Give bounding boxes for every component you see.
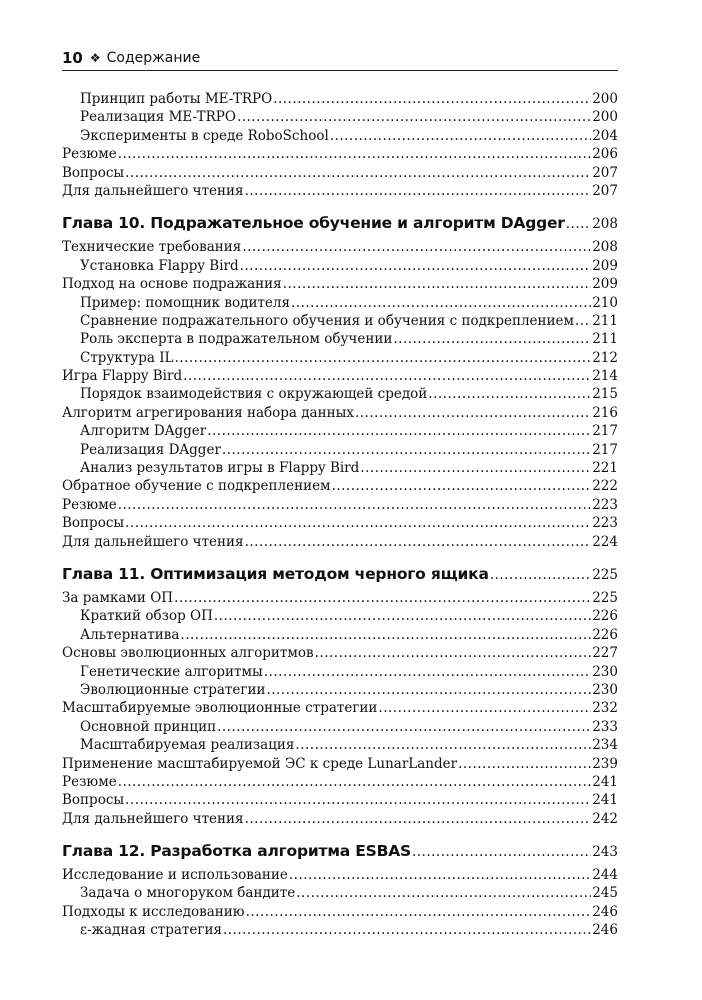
chapter-page: 225 — [592, 566, 618, 583]
toc-entry[interactable] — [62, 514, 618, 532]
toc-entry-page: 230 — [592, 663, 618, 680]
dot-leader — [240, 257, 592, 275]
toc-entry[interactable] — [62, 644, 618, 662]
toc-entry-title: Реализация DAgger — [80, 441, 221, 458]
toc-entry-title: Вопросы — [62, 515, 125, 532]
dot-leader — [490, 564, 591, 586]
dot-leader — [245, 182, 592, 200]
toc-entry[interactable] — [62, 903, 618, 921]
toc-entry-page: 225 — [592, 589, 618, 606]
dot-leader — [315, 644, 592, 662]
toc-entry-page: 232 — [592, 700, 618, 717]
toc-entry[interactable] — [62, 699, 618, 717]
toc-entry-page: 227 — [592, 645, 618, 662]
dot-leader — [566, 213, 591, 235]
chapter-entries-12 — [62, 866, 618, 940]
toc-entry-page: 214 — [592, 368, 618, 385]
running-title: Содержание — [106, 50, 201, 66]
dot-leader — [412, 841, 591, 863]
dot-leader — [207, 422, 591, 440]
toc-entry-page: 207 — [592, 182, 618, 199]
dot-leader — [360, 459, 591, 477]
toc-entry-page: 226 — [592, 626, 618, 643]
dot-leader — [223, 921, 591, 939]
toc-entry-title: Резюме — [62, 496, 117, 513]
chapter-title: Глава 11. Оптимизация методом черного ящика — [62, 564, 489, 583]
chapter-page: 208 — [592, 216, 618, 233]
page-number: 10 — [62, 49, 83, 67]
toc-entry-title: Основы эволюционных алгоритмов — [62, 645, 314, 662]
toc-entry-page: 234 — [592, 737, 618, 754]
toc-entry-title: Краткий обзор ОП — [80, 608, 213, 625]
dot-leader — [330, 127, 591, 145]
toc-entry-page: 217 — [592, 423, 618, 440]
chapter-title: Глава 12. Разработка алгоритма ESBAS — [62, 842, 411, 861]
dot-leader — [125, 164, 591, 182]
toc-entry[interactable] — [62, 773, 618, 791]
dot-leader — [378, 699, 591, 717]
toc-entry-title: Технические требования — [62, 239, 242, 256]
toc-entry[interactable] — [62, 921, 618, 939]
dot-leader — [245, 533, 592, 551]
toc-entry-title: Масштабируемая реализация — [80, 737, 295, 754]
toc-entry-title: Применение масштабируемой ЭС к среде LunarLander — [62, 755, 458, 772]
toc-entry[interactable] — [62, 718, 618, 736]
toc-entry-page: 222 — [592, 478, 618, 495]
toc-entry-page: 239 — [592, 755, 618, 772]
chapter-heading-12[interactable] — [62, 840, 618, 862]
toc-entry-title: Для дальнейшего чтения — [62, 182, 244, 199]
toc-entry-title: Масштабируемые эволюционные стратегии — [62, 700, 378, 717]
dot-leader — [332, 477, 592, 495]
toc-entry-title: Задача о многоруком бандите — [80, 885, 296, 902]
dot-leader — [295, 736, 591, 754]
toc-entry-title: Резюме — [62, 773, 117, 790]
toc-entry-page: 212 — [592, 349, 618, 366]
toc-entry-page: 217 — [592, 441, 618, 458]
toc-entry-title: Эволюционные стратегии — [80, 681, 266, 698]
dot-leader — [393, 330, 591, 348]
toc-entry[interactable] — [62, 294, 618, 312]
dot-leader — [175, 349, 592, 367]
toc-entry-page: 206 — [592, 146, 618, 163]
dot-leader — [296, 884, 591, 902]
dot-leader — [283, 275, 592, 293]
toc-entry-page: 230 — [592, 681, 618, 698]
toc-entry[interactable] — [62, 589, 618, 607]
toc-entry[interactable] — [62, 330, 618, 348]
dot-leader — [237, 108, 591, 126]
dot-leader — [183, 367, 591, 385]
dot-leader — [118, 496, 592, 514]
chapter-page: 243 — [592, 844, 618, 861]
dot-leader — [246, 903, 592, 921]
dot-leader — [174, 589, 591, 607]
toc-entry[interactable] — [62, 755, 618, 773]
toc-entry-title: Основной принцип — [80, 718, 217, 735]
toc-entry-page: 207 — [592, 164, 618, 181]
toc-entry-page: 211 — [592, 331, 618, 348]
toc-entry-title: Подходы к исследованию — [62, 903, 245, 920]
toc-entry-page: 224 — [592, 533, 618, 550]
toc-entry-title: Для дальнейшего чтения — [62, 533, 244, 550]
toc-entry-title: Структура IL — [80, 349, 174, 366]
toc-entry[interactable] — [62, 182, 618, 200]
chapter-entries-11 — [62, 589, 618, 828]
toc-entry[interactable] — [62, 884, 618, 902]
toc-entry[interactable] — [62, 496, 618, 514]
dot-leader — [242, 238, 591, 256]
toc-entry-page: 210 — [592, 294, 618, 311]
toc-entry-page: 223 — [592, 515, 618, 532]
toc-entry[interactable] — [62, 607, 618, 625]
toc-entry-page: 216 — [592, 404, 618, 421]
toc-entry-page: 246 — [592, 903, 618, 920]
chapter-heading-11[interactable] — [62, 563, 618, 585]
chapter-entries-10 — [62, 238, 618, 551]
dot-leader — [458, 755, 591, 773]
toc-entry[interactable] — [62, 459, 618, 477]
toc-entry-title: Сравнение подражательного обучения и обучения с подкреплением — [80, 312, 575, 329]
toc-entry-title: Альтернатива — [80, 626, 180, 643]
toc-entry[interactable] — [62, 257, 618, 275]
dot-leader — [264, 663, 591, 681]
toc-entry-page: 211 — [592, 312, 618, 329]
toc-entry[interactable] — [62, 145, 618, 163]
toc-entry[interactable] — [62, 810, 618, 828]
dot-leader — [118, 145, 592, 163]
toc-entry[interactable] — [62, 367, 618, 385]
toc-entry-title: Реализация ME-TRPO — [80, 109, 236, 126]
toc-entry-title: Порядок взаимодействия с окружающей средой — [80, 386, 428, 403]
ornament-icon: ❖ — [89, 51, 101, 65]
table-of-contents — [62, 90, 618, 940]
chapter-title: Глава 10. Подражательное обучение и алгоритм DAgger — [62, 214, 565, 233]
toc-entry-title: Алгоритм агрегирования набора данных — [62, 404, 354, 421]
toc-entry-title: Роль эксперта в подражательном обучении — [80, 331, 393, 348]
toc-entry-page: 208 — [592, 239, 618, 256]
dot-leader — [266, 681, 591, 699]
toc-entry-title: Анализ результатов игры в Flappy Bird — [80, 460, 360, 477]
toc-entry-title: ε-жадная стратегия — [80, 922, 222, 939]
toc-entry-title: Вопросы — [62, 164, 125, 181]
dot-leader — [217, 718, 591, 736]
toc-entry-page: 200 — [592, 109, 618, 126]
toc-entry-title: Резюме — [62, 146, 117, 163]
toc-entry-page: 241 — [592, 792, 618, 809]
toc-entry-title: Вопросы — [62, 792, 125, 809]
toc-entry[interactable] — [62, 681, 618, 699]
toc-entry-page: 246 — [592, 922, 618, 939]
chapter-heading-10[interactable] — [62, 212, 618, 234]
toc-entry-page: 209 — [592, 276, 618, 293]
toc-section-continued — [62, 90, 618, 200]
toc-entry-page: 209 — [592, 257, 618, 274]
toc-entry-page: 233 — [592, 718, 618, 735]
toc-entry-page: 244 — [592, 867, 618, 884]
toc-entry-title: Принцип работы ME-TRPO — [80, 91, 273, 107]
toc-entry-page: 223 — [592, 496, 618, 513]
toc-entry[interactable] — [62, 385, 618, 403]
dot-leader — [125, 791, 591, 809]
toc-entry-title: Игра Flappy Bird — [62, 368, 183, 385]
dot-leader — [245, 810, 592, 828]
toc-entry-page: 245 — [592, 885, 618, 902]
toc-entry-page: 204 — [592, 127, 618, 144]
toc-entry[interactable] — [62, 238, 618, 256]
toc-entry[interactable] — [62, 312, 618, 330]
toc-entry-page: 221 — [592, 460, 618, 477]
toc-entry[interactable] — [62, 441, 618, 459]
toc-entry[interactable] — [62, 663, 618, 681]
dot-leader — [355, 404, 591, 422]
dot-leader — [214, 607, 591, 625]
toc-entry-page: 242 — [592, 810, 618, 827]
dot-leader — [428, 385, 591, 403]
toc-entry[interactable] — [62, 164, 618, 182]
toc-entry-title: Эксперименты в среде RoboSchool — [80, 127, 329, 144]
toc-entry[interactable] — [62, 404, 618, 422]
toc-entry-title: Для дальнейшего чтения — [62, 810, 244, 827]
toc-entry[interactable] — [62, 791, 618, 809]
dot-leader — [222, 441, 591, 459]
toc-entry[interactable] — [62, 736, 618, 754]
toc-entry[interactable] — [62, 127, 618, 145]
toc-entry-page: 226 — [592, 608, 618, 625]
toc-entry-page: 241 — [592, 773, 618, 790]
toc-entry[interactable] — [62, 422, 618, 440]
toc-entry-title: Исследование и использование — [62, 867, 288, 884]
dot-leader — [180, 626, 591, 644]
dot-leader — [118, 773, 592, 791]
toc-entry[interactable] — [62, 866, 618, 884]
toc-entry-title: Подход на основе подражания — [62, 276, 282, 293]
dot-leader — [125, 514, 591, 532]
toc-entry-title: За рамками ОП — [62, 589, 174, 606]
toc-entry-page: 215 — [592, 386, 618, 403]
toc-entry[interactable] — [62, 533, 618, 551]
toc-entry-title: Алгоритм DAgger — [80, 423, 207, 440]
toc-entry-title: Генетические алгоритмы — [80, 663, 263, 680]
toc-entry[interactable] — [62, 626, 618, 644]
dot-leader — [291, 294, 591, 312]
toc-entry-page: 200 — [592, 91, 618, 107]
toc-entry[interactable] — [62, 90, 618, 108]
toc-entry-title: Пример: помощник водителя — [80, 294, 291, 311]
dot-leader — [575, 312, 591, 330]
toc-entry[interactable] — [62, 349, 618, 367]
toc-entry[interactable] — [62, 108, 618, 126]
dot-leader — [273, 90, 591, 108]
running-header — [62, 46, 618, 71]
toc-entry[interactable] — [62, 477, 618, 495]
toc-entry[interactable] — [62, 275, 618, 293]
toc-entry-title: Установка Flappy Bird — [80, 257, 239, 274]
dot-leader — [289, 866, 591, 884]
toc-entry-title: Обратное обучение с подкреплением — [62, 478, 331, 495]
